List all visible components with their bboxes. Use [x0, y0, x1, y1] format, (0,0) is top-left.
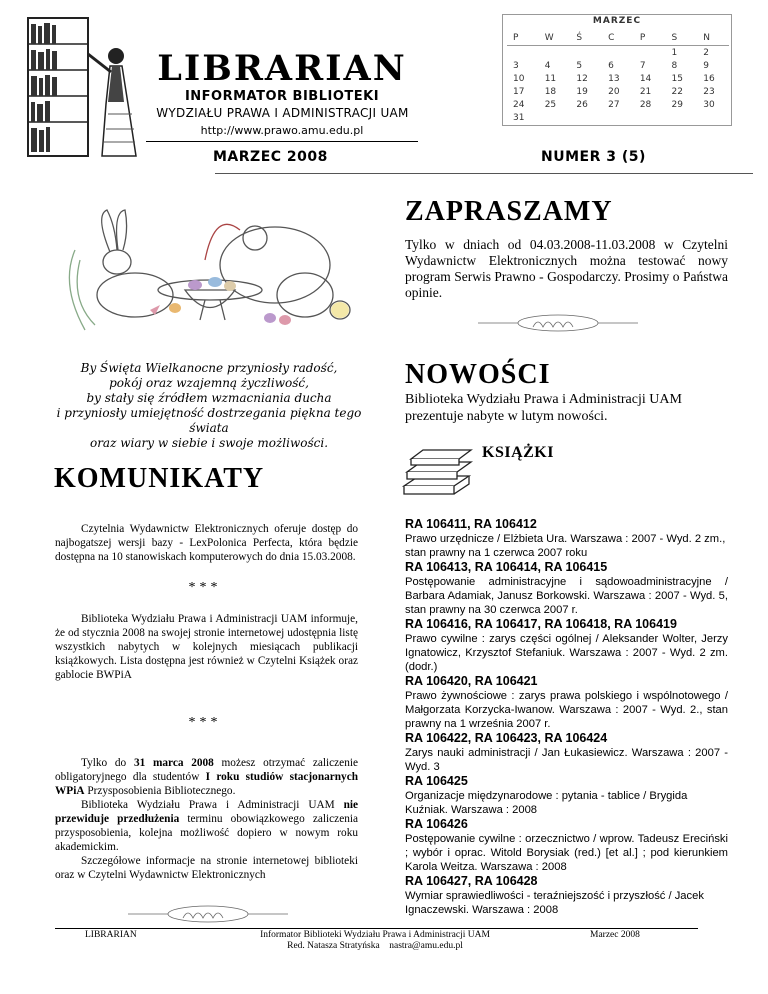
librarian-illustration [18, 14, 148, 164]
calendar-cell [666, 111, 698, 124]
calendar-cell: 27 [608, 99, 620, 110]
calendar-day-header: P [507, 31, 539, 46]
book-entry [405, 874, 728, 917]
calendar-cell: 13 [608, 73, 620, 84]
calendar-title: MARZEC [592, 16, 642, 26]
calendar-day-header: S [666, 31, 698, 46]
book-signature: RA 106413, RA 106414, RA 106415 [405, 560, 608, 574]
issue-number: NUMER 3 (5) [541, 149, 646, 165]
calendar-cell: 29 [671, 99, 683, 110]
deadline-date: 31 marca 2008 [133, 757, 214, 769]
calendar-cell: 9 [703, 60, 709, 71]
book-entry [405, 617, 728, 674]
easter-illustration [55, 190, 365, 340]
nowosci-heading: NOWOŚCI [405, 359, 551, 390]
book-description: Zarys nauki administracji / Jan Łukasiewicz. Warszawa : 2007 - Wyd. 3 [405, 747, 728, 773]
komunikaty-paragraph-3 [55, 756, 358, 798]
website-url[interactable]: http://www.prawo.amu.edu.pl [200, 124, 364, 137]
issue-month: MARZEC 2008 [213, 149, 328, 165]
text-run: możesz otrzymać zaliczenie obligatoryjnego dla studentów [55, 757, 358, 783]
book-signature: RA 106422, RA 106423, RA 106424 [405, 731, 608, 745]
book-signature: RA 106420, RA 106421 [405, 674, 538, 688]
calendar-cell [570, 46, 602, 60]
calendar-cell: 16 [703, 73, 715, 84]
calendar-cell: 6 [608, 60, 614, 71]
book-entry [405, 731, 728, 774]
calendar-cell: 3 [513, 60, 519, 71]
easter-line: pokój oraz wzajemną życzliwość, [109, 376, 309, 390]
book-signature: RA 106425 [405, 774, 468, 788]
book-signature: RA 106426 [405, 817, 468, 831]
calendar-cell: 23 [703, 86, 715, 97]
separator-stars: *** [188, 580, 222, 595]
book-description: Wymiar sprawiedliwości - teraźniejszość i przyszłość / Jacek Ignaczewski. Warszawa : 2008 [405, 890, 704, 916]
footer-left: LIBRARIAN [85, 930, 137, 940]
subtitle-faculty: WYDZIAŁU PRAWA I ADMINISTRACJI UAM [156, 106, 409, 120]
book-entry [405, 674, 728, 731]
zapraszamy-text: Tylko w dniach od 04.03.2008-11.03.2008 w Czytelni Wydawnictw Elektronicznych można testować nowy program Serwis Prawno - Gospodarczy. Prosimy o Państwa opinie. [405, 237, 728, 300]
calendar-cell: 7 [639, 60, 646, 71]
book-description: Postępowanie administracyjne i sądowoadministracyjne / Barbara Adamiak, Janusz Borkowski. Warszawa : 2007 - Wyd. 5, stan prawny na 30 czerwca 2007 r. [405, 576, 728, 616]
calendar-cell [634, 46, 666, 60]
book-entry [405, 774, 728, 817]
book-entry [405, 560, 728, 617]
books-list [405, 517, 728, 917]
calendar-cell: 10 [513, 73, 525, 84]
logo-title: LIBRARIAN [157, 48, 407, 89]
book-entry [405, 817, 728, 874]
calendar-cell: 26 [576, 99, 588, 110]
book-signature: RA 106411, RA 106412 [405, 517, 537, 531]
book-description: Prawo cywilne : zarys części ogólnej / Aleksander Wolter, Jerzy Ignatowicz, Krzysztof Stefaniuk. Warszawa : 2007 - Wyd. 2 zm. (dodr.) [405, 633, 728, 673]
calendar-cell: 12 [576, 73, 588, 84]
calendar-day-header: W [539, 31, 571, 46]
text-run: Biblioteka Wydziału Prawa i Administracji UAM [81, 799, 344, 811]
calendar-day-header: N [697, 31, 729, 46]
calendar-cell: 17 [513, 86, 525, 97]
calendar-cell: 18 [544, 86, 557, 97]
calendar-cell: 14 [639, 73, 652, 84]
book-description: Prawo żywnościowe : zarys prawa polskiego i wspólnotowego / Małgorzata Korzycka-Iwanow. Warszawa : 2007 - Wyd. 2., stan prawny na 1 września 2007 r. [405, 690, 728, 730]
easter-line: By Święta Wielkanocne przyniosły radość, [80, 361, 338, 375]
zapraszamy-heading: ZAPRASZAMY [405, 196, 613, 227]
easter-line: oraz wiary w siebie i swoje możliwości. [89, 436, 329, 450]
calendar-cell: 31 [513, 112, 525, 123]
calendar [502, 14, 732, 126]
easter-line: i przyniosły umiejętność dostrzegania piękna tego świata [56, 406, 362, 435]
calendar-cell: 20 [608, 86, 620, 97]
footer-divider [55, 928, 698, 929]
ornament-divider [478, 311, 638, 335]
calendar-cell [602, 46, 634, 60]
calendar-cell [539, 46, 571, 60]
calendar-cell: 1 [671, 47, 678, 58]
calendar-cell [602, 111, 634, 124]
book-signature: RA 106416, RA 106417, RA 106418, RA 106419 [405, 617, 677, 631]
calendar-grid [507, 31, 729, 124]
text-run: Przysposobienia Bibliotecznego. [84, 785, 236, 797]
book-signature: RA 106427, RA 106428 [405, 874, 538, 888]
header-rule [215, 173, 753, 174]
calendar-cell [539, 111, 571, 124]
calendar-cell: 11 [544, 73, 557, 84]
komunikaty-paragraph-4 [55, 798, 358, 854]
nowosci-text: Biblioteka Wydziału Prawa i Administracji UAM prezentuje nabyte w lutym nowości. [405, 392, 682, 424]
calendar-day-header: P [634, 31, 666, 46]
calendar-cell [697, 111, 729, 124]
calendar-cell: 22 [671, 86, 683, 97]
calendar-cell: 30 [703, 99, 715, 110]
easter-line: by stały się źródłem wzmacniania ducha [86, 391, 332, 405]
book-description: Prawo urzędnicze / Elżbieta Ura. Warszawa : 2007 - Wyd. 2 zm., stan prawny na 1 czerwca 2007 roku [405, 533, 726, 559]
calendar-cell: 28 [639, 99, 652, 110]
calendar-cell: 15 [671, 73, 683, 84]
footer-publisher: Informator Biblioteki Wydziału Prawa i Administracji UAM [260, 930, 490, 940]
footer-editor: Red. Natasza Stratyńska nastra@amu.edu.pl [287, 941, 463, 951]
calendar-cell: 2 [703, 47, 709, 58]
calendar-day-header: Ś [570, 31, 602, 46]
calendar-cell: 21 [639, 86, 652, 97]
calendar-cell [507, 46, 539, 60]
calendar-cell: 5 [576, 60, 583, 71]
ornament-divider [128, 902, 288, 926]
separator-stars: *** [188, 715, 222, 730]
book-description: Postępowanie cywilne : orzecznictwo / wprow. Tadeusz Ereciński ; wybór i oprac. Witold Borysiak (red.) [et al.] ; pod kierunkiem Karola Weitza. Warszawa : 2008 [405, 833, 728, 873]
calendar-cell [634, 111, 666, 124]
calendar-cell: 4 [544, 60, 551, 71]
calendar-cell: 19 [576, 86, 588, 97]
target-students: I roku studiów stacjonarnych WPiA [55, 771, 358, 797]
komunikaty-paragraph-5: Szczegółowe informacje na stronie internetowej biblioteki oraz w Czytelni Wydawnictw Elektronicznych [55, 855, 358, 881]
book-description: Organizacje międzynarodowe : pytania - tablice / Brygida Kuźniak. Warszawa : 2008 [405, 790, 688, 816]
calendar-cell: 8 [671, 60, 678, 71]
book-entry [405, 517, 728, 560]
text-run: terminu obowiązkowego zaliczenia przysposobienia, kolejna możliwość dopiero w nowym roku akademickim. [55, 813, 359, 853]
komunikaty-paragraph-1: Czytelnia Wydawnictw Elektronicznych oferuje dostęp do najbogatszej wersji bazy - LexPolonica Perfecta, która będzie dostępna na 10 stanowiskach komputerowych do dnia 15.03.2008. [55, 523, 358, 563]
calendar-day-header: C [602, 31, 634, 46]
komunikaty-heading: KOMUNIKATY [54, 463, 265, 494]
calendar-cell: 24 [513, 99, 525, 110]
header-divider [146, 141, 418, 142]
no-extension-note: nie przewiduje przedłużenia [55, 799, 358, 825]
books-icon [399, 446, 474, 502]
subtitle-informator: INFORMATOR BIBLIOTEKI [184, 89, 380, 104]
komunikaty-paragraph-2: Biblioteka Wydziału Prawa i Administracji UAM informuje, że od stycznia 2008 na swojej stronie internetowej udostępnia listę wszystkich nabytych w kolejnych miesiącach publikacji książkowych. Lista dostępna jest również w Czytelni Książek oraz gablocie BWPiA [55, 613, 358, 681]
text-run: Tylko do [81, 757, 134, 769]
calendar-cell [570, 111, 602, 124]
footer-center [220, 930, 530, 952]
calendar-cell: 25 [544, 99, 557, 110]
footer-right: Marzec 2008 [590, 930, 640, 940]
ksiazki-heading: KSIĄŻKI [482, 444, 554, 461]
easter-greeting [45, 361, 373, 451]
